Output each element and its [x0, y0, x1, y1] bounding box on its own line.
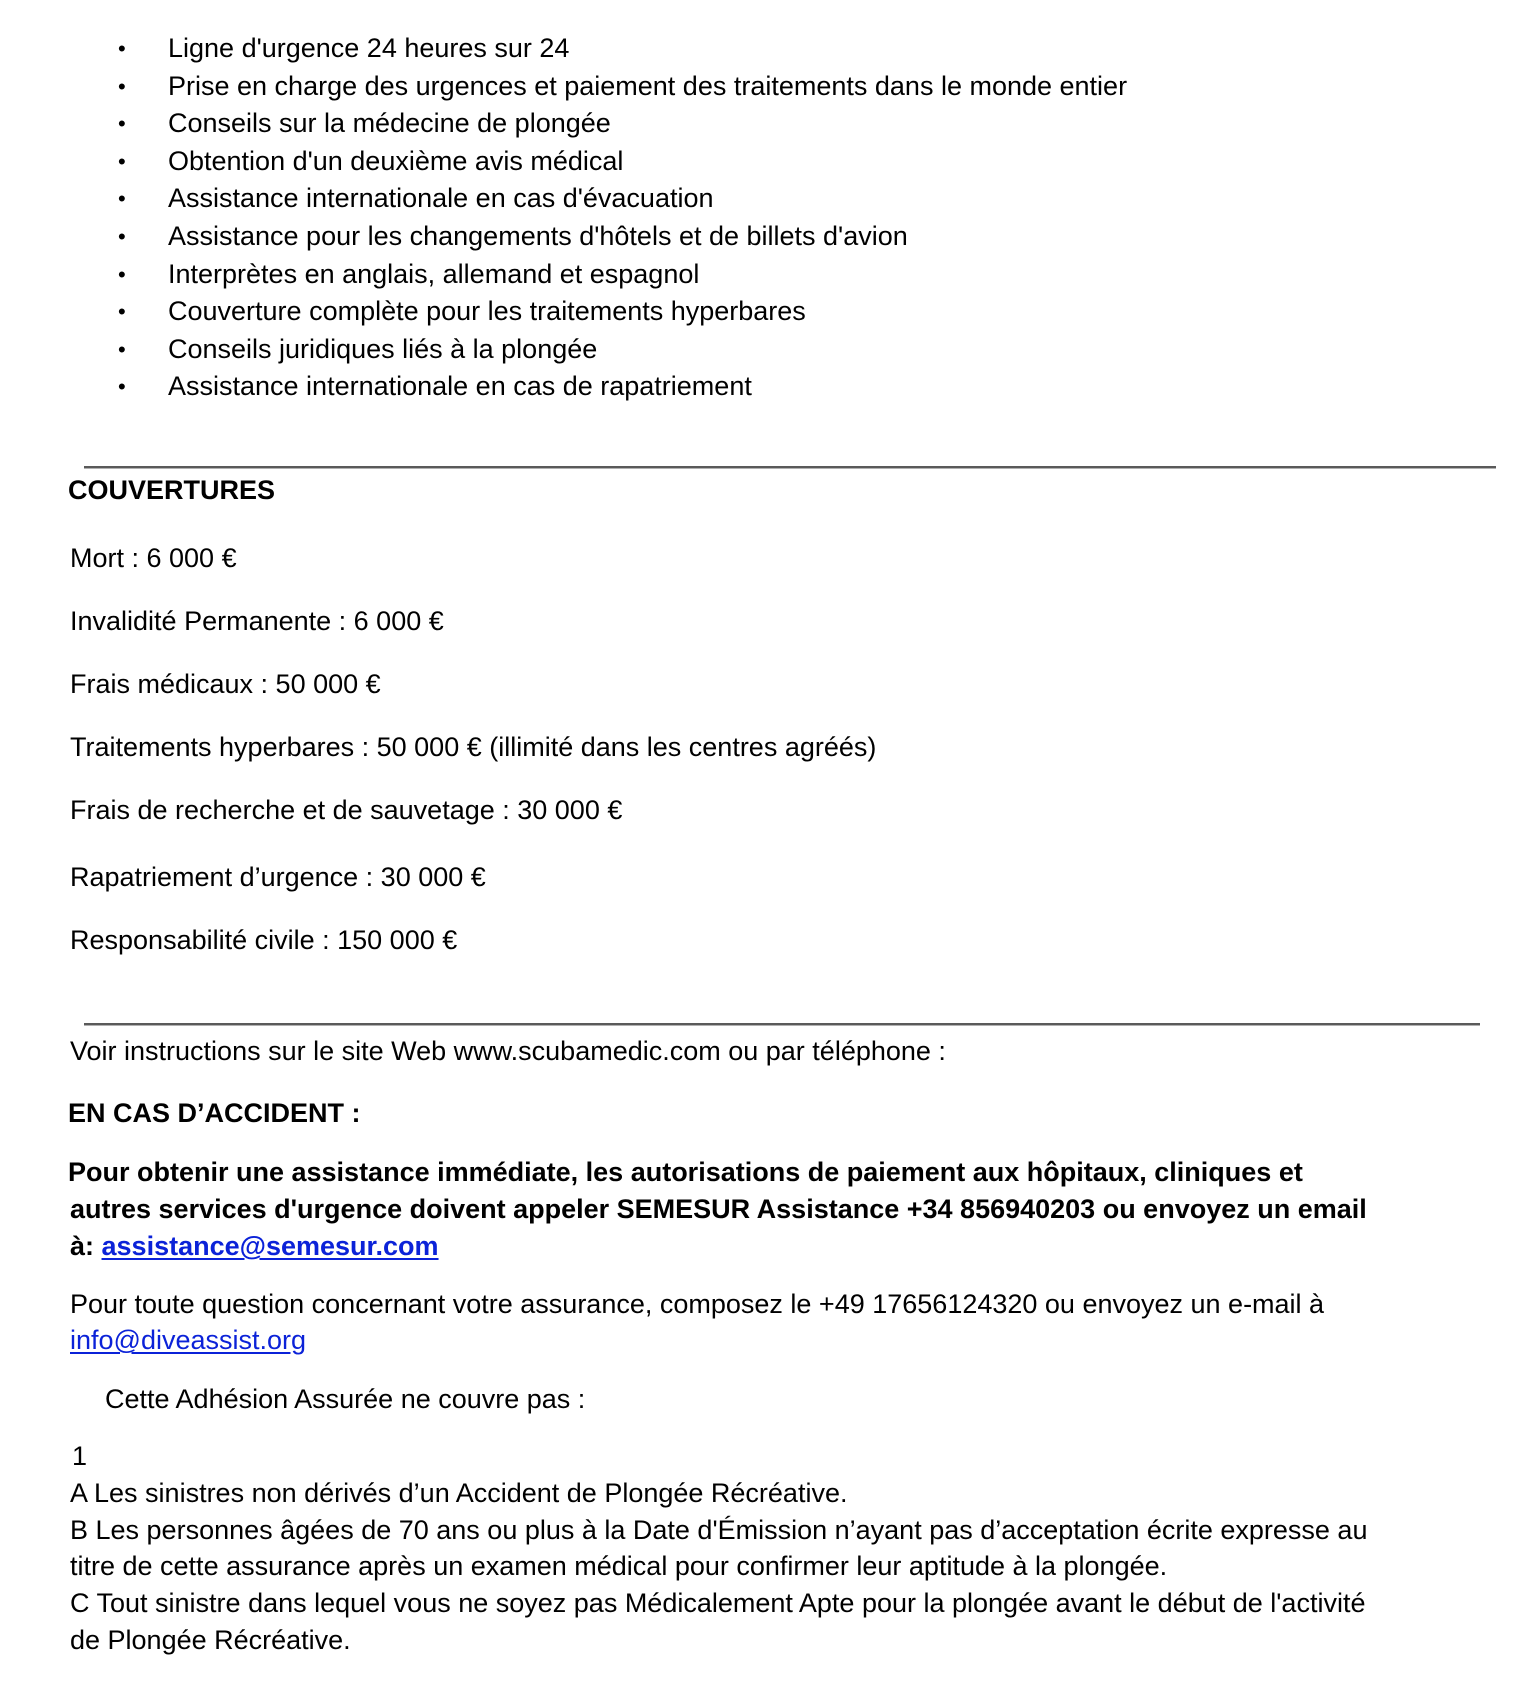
bullet-icon: • [118, 299, 126, 325]
service-text: Conseils sur la médecine de plongée [168, 108, 611, 139]
service-text: Assistance pour les changements d'hôtels et de billets d'avion [168, 220, 908, 251]
emergency-text-line-1: Pour obtenir une assistance immédiate, les autorisations de paiement aux hôpitaux, cliniques et [68, 1157, 1303, 1187]
service-text: Ligne d'urgence 24 heures sur 24 [168, 33, 570, 63]
section-divider [84, 466, 1496, 469]
exclusion-a: A Les sinistres non dérivés d’un Accident de Plongée Récréative. [70, 1478, 848, 1508]
exclusion-b-line-2: titre de cette assurance après un examen médical pour confirmer leur aptitude à la plongée. [70, 1551, 1168, 1581]
bullet-icon: • [118, 223, 126, 249]
bullet-icon: • [118, 261, 126, 287]
bullet-icon: • [118, 36, 126, 61]
accident-title: EN CAS D’ACCIDENT : [68, 1098, 361, 1128]
bullet-icon: • [118, 73, 126, 99]
exclusion-c-line-1: C Tout sinistre dans lequel vous ne soyez pas Médicalement Apte pour la plongée avant le début de l'activité [70, 1588, 1366, 1618]
service-text: Conseils juridiques liés à la plongée [168, 333, 598, 364]
exclusions-intro: Cette Adhésion Assurée ne couvre pas : [105, 1384, 586, 1414]
service-text: Interprètes en anglais, allemand et espagnol [168, 258, 700, 289]
service-text: Assistance internationale en cas d'évacuation [168, 183, 714, 214]
coverage-item: Traitements hyperbares : 50 000 € (illimité dans les centres agréés) [70, 732, 877, 762]
coverage-item: Rapatriement d’urgence : 30 000 € [70, 862, 486, 892]
bullet-icon: • [118, 111, 126, 137]
service-text: Prise en charge des urgences et paiement des traitements dans le monde entier [168, 70, 1128, 101]
emergency-email-link[interactable]: assistance@semesur.com [101, 1231, 439, 1261]
coverage-item: Responsabilité civile : 150 000 € [70, 925, 458, 955]
exclusion-c-line-2: de Plongée Récréative. [70, 1625, 351, 1655]
coverage-item: Frais médicaux : 50 000 € [70, 669, 381, 699]
section-divider [84, 1023, 1480, 1026]
bullet-icon: • [118, 148, 126, 174]
bullet-icon: • [118, 374, 126, 400]
coverage-item: Mort : 6 000 € [70, 543, 237, 573]
emergency-prefix: à: [70, 1231, 102, 1261]
question-text: Pour toute question concernant votre assurance, composez le +49 17656124320 ou envoyez un e-mail à [70, 1289, 1325, 1319]
service-text: Assistance internationale en cas de rapatriement [168, 371, 752, 402]
exclusions-number: 1 [72, 1441, 88, 1471]
service-text: Couverture complète pour les traitements hyperbares [168, 296, 806, 327]
service-text: Obtention d'un deuxième avis médical [168, 145, 624, 176]
bullet-icon: • [118, 336, 126, 362]
bullet-icon: • [118, 186, 126, 212]
emergency-text-line-2: autres services d'urgence doivent appeler SEMESUR Assistance +34 856940203 ou envoyez un email [70, 1194, 1367, 1224]
exclusion-b-line-1: B Les personnes âgées de 70 ans ou plus à la Date d'Émission n’ayant pas d’acceptation écrite expresse au [70, 1515, 1368, 1545]
coverage-item: Invalidité Permanente : 6 000 € [70, 606, 444, 636]
emergency-text-line-3 [70, 1231, 439, 1262]
coverages-title: COUVERTURES [68, 475, 276, 505]
coverage-item: Frais de recherche et de sauvetage : 30 000 € [70, 795, 623, 825]
instructions-text: Voir instructions sur le site Web www.scubamedic.com ou par téléphone : [70, 1036, 946, 1066]
question-email-link[interactable]: info@diveassist.org [70, 1325, 307, 1355]
